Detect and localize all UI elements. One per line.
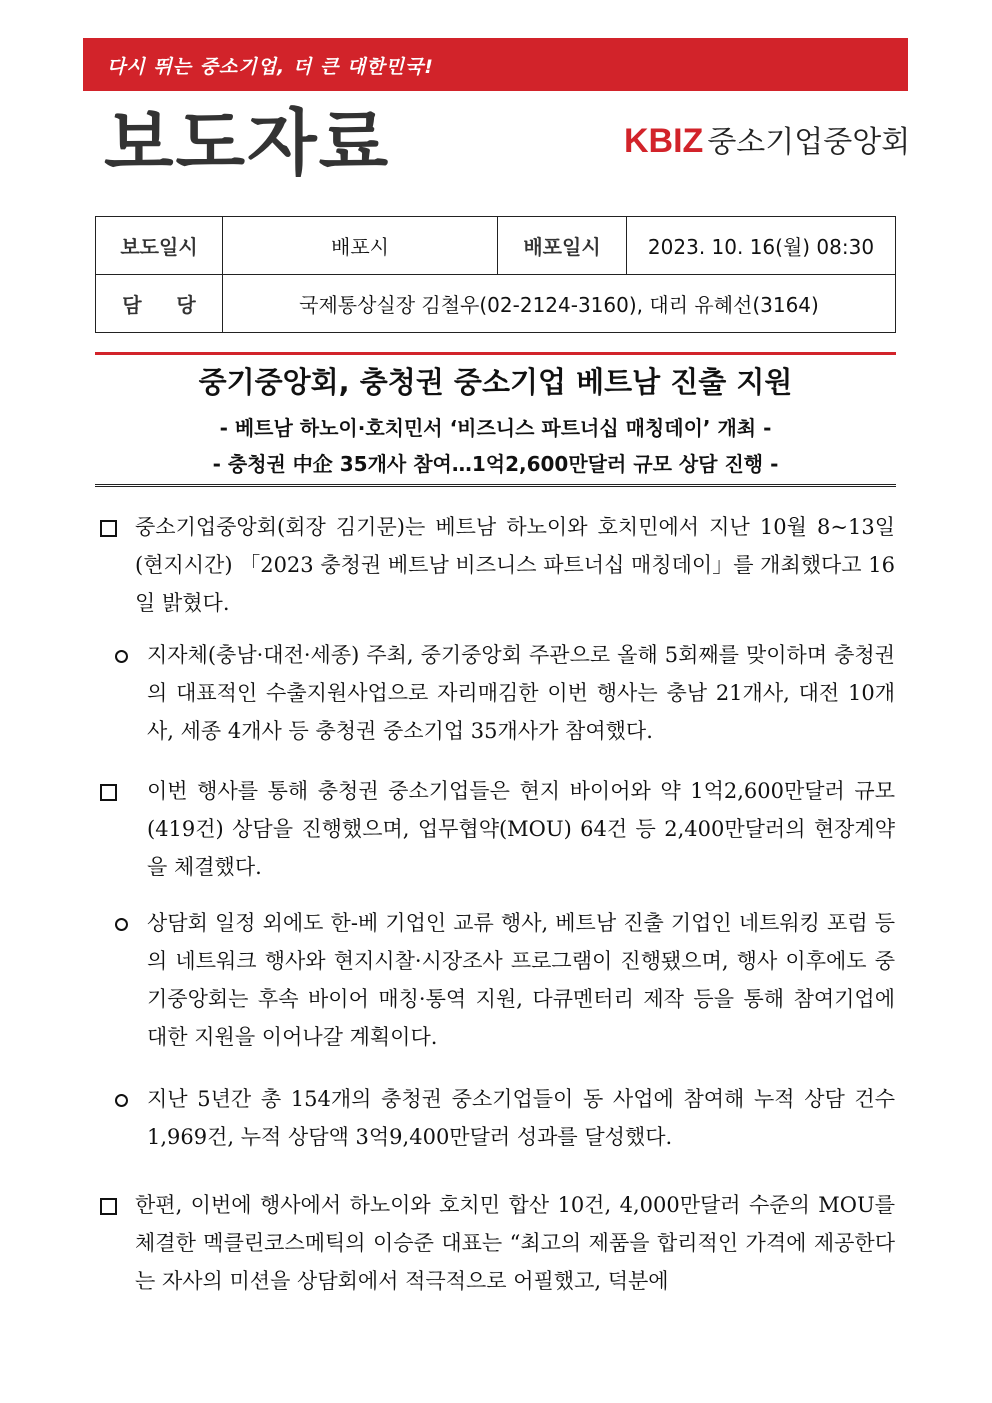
logo-brand: KBIZ	[624, 122, 704, 160]
circle-bullet-icon	[115, 918, 128, 931]
release-info-table	[95, 216, 896, 333]
circle-bullet-icon	[115, 650, 128, 663]
square-bullet-icon	[100, 1198, 117, 1215]
contact-label: 담 당	[96, 275, 223, 333]
headline-bottom-rule	[95, 484, 896, 487]
paragraph-1-text: 중소기업중앙회(회장 김기문)는 베트남 하노이와 호치민에서 지난 10월 8~13일(현지시간) 「2023 충청권 베트남 비즈니스 파트너십 매칭데이」를 개최했다고 16일 밝혔다.	[135, 515, 895, 615]
paragraph-2-1-text: 상담회 일정 외에도 한-베 기업인 교류 행사, 베트남 진출 기업인 네트워킹 포럼 등의 네트워크 행사와 현지시찰·시장조사 프로그램이 진행됐으며, 행사 이후에도 중기중앙회는 후속 바이어 매칭·통역 지원, 다큐멘터리 제작 등을 통해 참여기업에 대한 지원을 이어나갈 계획이다.	[147, 911, 895, 1049]
headline-title: 중기중앙회, 충청권 중소기업 베트남 진출 지원	[198, 365, 793, 399]
press-release-title: 보도자료	[104, 101, 391, 185]
kbiz-logo	[624, 117, 910, 161]
paragraph-2-text: 이번 행사를 통해 충청권 중소기업들은 현지 바이어와 약 1억2,600만달러 규모(419건) 상담을 진행했으며, 업무협약(MOU) 64건 등 2,400만달러의 현장계약을 체결했다.	[147, 779, 895, 879]
circle-bullet-icon	[115, 1094, 128, 1107]
paragraph-2-2-text: 지난 5년간 총 154개의 충청권 중소기업들이 동 사업에 참여해 누적 상담 건수 1,969건, 누적 상담액 3억9,400만달러 성과를 달성했다.	[147, 1087, 895, 1149]
slogan-banner	[83, 38, 908, 91]
headline-subtitle-1: - 베트남 하노이·호치민서 ‘비즈니스 파트너십 매칭데이’ 개최 -	[219, 416, 772, 440]
logo-org-name: 중소기업중앙회	[707, 125, 911, 160]
banner-slogan: 다시 뛰는 중소기업, 더 큰 대한민국!	[107, 56, 434, 78]
contact-value: 국제통상실장 김철우(02-2124-3160), 대리 유혜선(3164)	[223, 275, 896, 333]
headline-top-rule	[95, 352, 896, 355]
distribution-date-label: 배포일시	[498, 217, 627, 275]
release-date-value: 배포시	[223, 217, 498, 275]
paragraph-1-1-text: 지자체(충남·대전·세종) 주최, 중기중앙회 주관으로 올해 5회째를 맞이하며 충청권의 대표적인 수출지원사업으로 자리매김한 이번 행사는 충남 21개사, 대전 10개사, 세종 4개사 등 충청권 중소기업 35개사가 참여했다.	[147, 643, 895, 743]
release-date-label: 보도일시	[96, 217, 223, 275]
paragraph-3-text: 한편, 이번에 행사에서 하노이와 호치민 합산 10건, 4,000만달러 수준의 MOU를 체결한 멕클린코스메틱의 이승준 대표는 “최고의 제품을 합리적인 가격에 제공한다는 자사의 미션을 상담회에서 적극적으로 어필했고, 덕분에	[135, 1193, 895, 1293]
headline-subtitle-2: - 충청권 中企 35개사 참여…1억2,600만달러 규모 상담 진행 -	[212, 452, 779, 476]
square-bullet-icon	[100, 784, 117, 801]
distribution-date-value: 2023. 10. 16(월) 08:30	[627, 217, 896, 275]
square-bullet-icon	[100, 520, 117, 537]
